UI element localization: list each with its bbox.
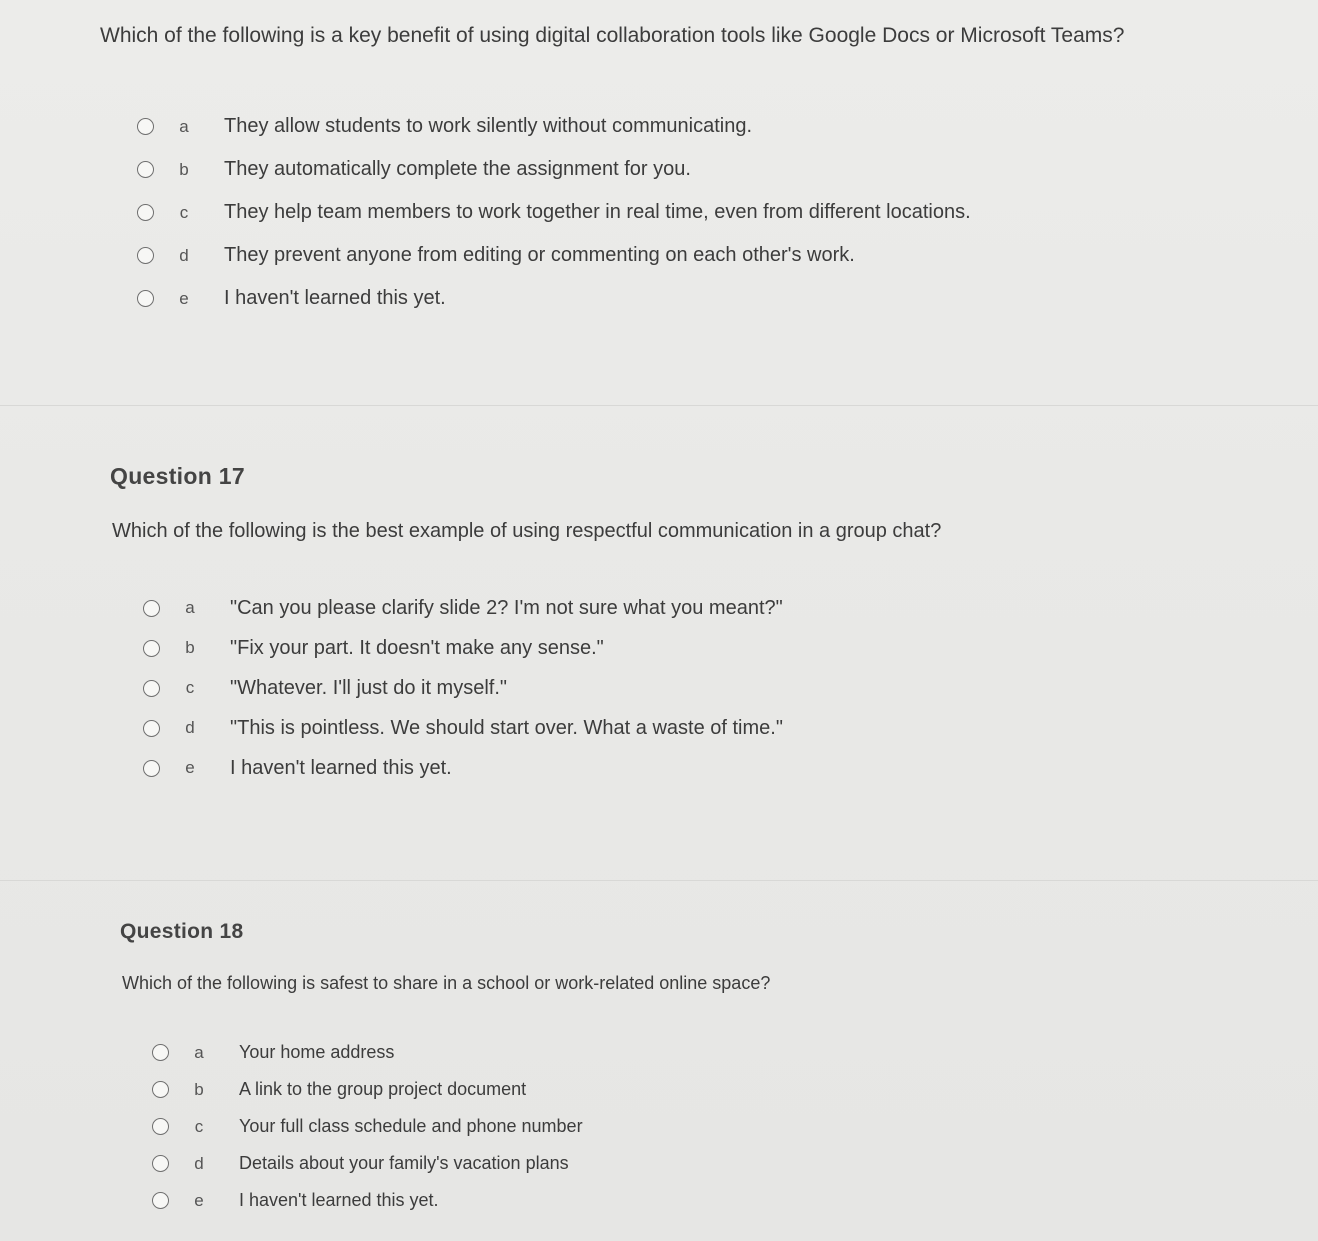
radio-button[interactable] bbox=[143, 640, 160, 657]
radio-button[interactable] bbox=[143, 600, 160, 617]
question-prompt: Which of the following is safest to share in a school or work-related online space? bbox=[122, 973, 771, 993]
option-text[interactable]: They allow students to work silently without communicating. bbox=[224, 115, 753, 137]
radio-button[interactable] bbox=[152, 1118, 169, 1135]
option-text[interactable]: They automatically complete the assignment for you. bbox=[224, 158, 691, 180]
section-divider bbox=[0, 880, 1318, 881]
answer-option-b[interactable] bbox=[152, 1071, 583, 1108]
option-letter: b bbox=[194, 1079, 204, 1099]
answer-option-c[interactable] bbox=[137, 191, 971, 234]
radio-button[interactable] bbox=[143, 760, 160, 777]
option-text[interactable]: "Fix your part. It doesn't make any sense." bbox=[230, 636, 604, 659]
answer-option-b[interactable] bbox=[143, 628, 783, 668]
answer-option-e[interactable] bbox=[143, 748, 783, 788]
radio-button[interactable] bbox=[137, 204, 154, 221]
radio-button[interactable] bbox=[137, 118, 154, 135]
answer-option-c[interactable] bbox=[152, 1108, 583, 1145]
answer-options bbox=[137, 105, 971, 320]
section-divider bbox=[0, 405, 1318, 406]
option-letter: e bbox=[194, 1190, 204, 1210]
option-letter: d bbox=[185, 718, 195, 737]
option-letter: e bbox=[185, 758, 195, 777]
question-heading: Question 18 bbox=[120, 920, 244, 943]
option-letter: c bbox=[179, 202, 189, 222]
answer-option-d[interactable] bbox=[143, 708, 783, 748]
radio-button[interactable] bbox=[143, 720, 160, 737]
option-letter: c bbox=[185, 678, 195, 697]
option-text[interactable]: I haven't learned this yet. bbox=[224, 287, 446, 309]
option-letter: b bbox=[185, 638, 195, 657]
answer-option-e[interactable] bbox=[152, 1182, 583, 1219]
option-letter: d bbox=[194, 1153, 204, 1173]
radio-button[interactable] bbox=[152, 1081, 169, 1098]
answer-option-b[interactable] bbox=[137, 148, 971, 191]
option-text[interactable]: A link to the group project document bbox=[239, 1079, 527, 1099]
option-text[interactable]: They prevent anyone from editing or commenting on each other's work. bbox=[224, 244, 855, 266]
option-letter: d bbox=[179, 245, 189, 265]
answer-options bbox=[152, 1034, 583, 1219]
option-letter: e bbox=[179, 288, 189, 308]
option-text[interactable]: Your home address bbox=[239, 1042, 395, 1062]
option-text[interactable]: They help team members to work together in real time, even from different locations. bbox=[224, 201, 971, 223]
radio-button[interactable] bbox=[137, 247, 154, 264]
option-text[interactable]: I haven't learned this yet. bbox=[230, 756, 452, 779]
option-letter: c bbox=[194, 1116, 204, 1136]
option-letter: a bbox=[179, 116, 189, 136]
answer-options bbox=[143, 588, 783, 788]
option-text[interactable]: Details about your family's vacation plans bbox=[239, 1153, 569, 1173]
question-prompt: Which of the following is the best example of using respectful communication in a group chat? bbox=[112, 520, 942, 542]
option-text[interactable]: Your full class schedule and phone number bbox=[239, 1116, 583, 1136]
answer-option-d[interactable] bbox=[137, 234, 971, 277]
answer-option-d[interactable] bbox=[152, 1145, 583, 1182]
answer-option-a[interactable] bbox=[152, 1034, 583, 1071]
question-prompt: Which of the following is a key benefit of using digital collaboration tools like Google Docs or Microsoft Teams? bbox=[100, 24, 1125, 47]
option-text[interactable]: "Can you please clarify slide 2? I'm not sure what you meant?" bbox=[230, 596, 783, 619]
answer-option-c[interactable] bbox=[143, 668, 783, 708]
radio-button[interactable] bbox=[137, 290, 154, 307]
answer-option-a[interactable] bbox=[137, 105, 971, 148]
option-letter: a bbox=[194, 1042, 204, 1062]
option-letter: a bbox=[185, 598, 195, 617]
radio-button[interactable] bbox=[143, 680, 160, 697]
radio-button[interactable] bbox=[137, 161, 154, 178]
radio-button[interactable] bbox=[152, 1155, 169, 1172]
option-letter: b bbox=[179, 159, 189, 179]
question-heading: Question 17 bbox=[110, 463, 245, 489]
option-text[interactable]: "This is pointless. We should start over. What a waste of time." bbox=[230, 716, 783, 739]
radio-button[interactable] bbox=[152, 1044, 169, 1061]
answer-option-e[interactable] bbox=[137, 277, 971, 320]
option-text[interactable]: "Whatever. I'll just do it myself." bbox=[230, 676, 507, 699]
radio-button[interactable] bbox=[152, 1192, 169, 1209]
option-text[interactable]: I haven't learned this yet. bbox=[239, 1190, 439, 1210]
answer-option-a[interactable] bbox=[143, 588, 783, 628]
